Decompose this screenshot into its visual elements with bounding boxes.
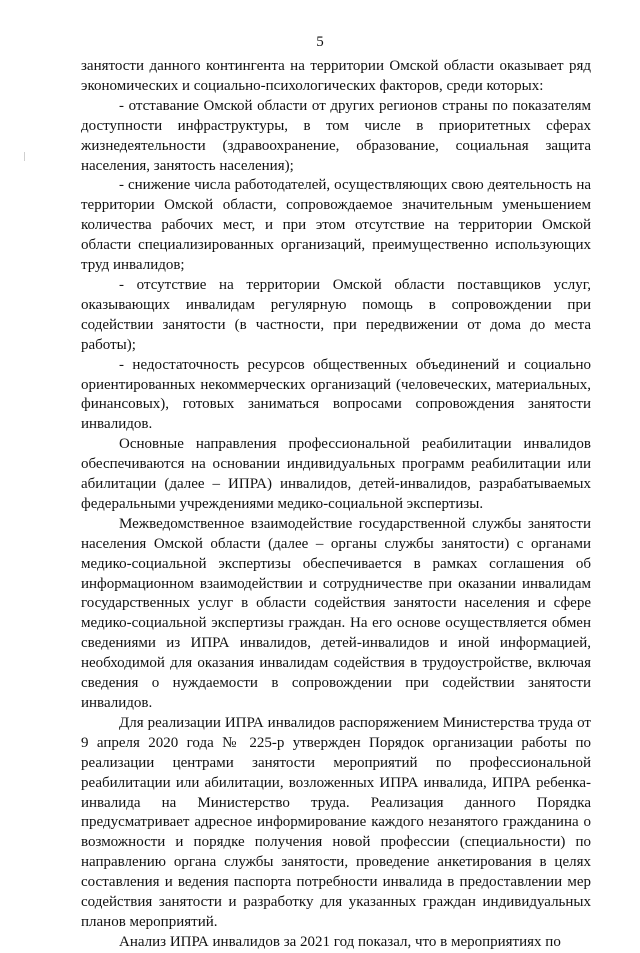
paragraph-list-item: - недостаточность ресурсов общественных объединений и социально ориентированных некоммерческих организаций (человеческих, материальных, финансовых), готовых заниматься вопросами сопровождения занятости инвалидов. xyxy=(81,356,591,433)
page-number: 5 xyxy=(316,34,324,50)
paragraph: Межведомственное взаимодействие государственной службы занятости населения Омской области (далее – органы службы занятости) с органами медико-социальной экспертизы обеспечивается в рамках соглашения об информационном взаимодействии и сотрудничестве при оказании инвалидам государственных услуг в области содействия занятости населения и сфере медико-социальной экспертизы граждан. На его основе осуществляется обмен сведениями из ИПРА инвалидов, детей-инвалидов и иной информацией, необходимой для оказания инвалидам содействия в трудоустройстве, включая сведения о нуждаемости в сопровождении при содействии занятости инвалидов. xyxy=(81,515,591,711)
margin-mark xyxy=(24,152,25,161)
document-body xyxy=(81,57,591,953)
paragraph: Анализ ИПРА инвалидов за 2021 год показал, что в мероприятиях по xyxy=(119,933,561,950)
paragraph: Для реализации ИПРА инвалидов распоряжением Министерства труда от 9 апреля 2020 года № 225-р утвержден Порядок организации работы по реализации центрами занятости мероприятий по профессиональной реабилитации или абилитации, возложенных ИПРА инвалида, ИПРА ребенка-инвалида на Министерство труда. Реализация данного Порядка предусматривает адресное информирование каждого незанятого гражданина о возможности и порядке получения новой профессии (специальности) по направлению органа службы занятости, проведение анкетирования в целях составления и ведения паспорта потребности инвалида в предоставлении мер содействия занятости и разработку для указанных граждан индивидуальных планов мероприятий. xyxy=(81,714,591,930)
paragraph-list-item: - отсутствие на территории Омской области поставщиков услуг, оказывающих инвалидам регулярную помощь в сопровождении при содействии занятости (в частности, при передвижении от дома до места работы); xyxy=(81,276,591,353)
paragraph-list-item: - снижение числа работодателей, осуществляющих свою деятельность на территории Омской области, сопровождаемое значительным уменьшением количества рабочих мест, и при этом отсутствие на территории Омской области специализированных организаций, преимущественно использующих труд инвалидов; xyxy=(81,177,591,274)
paragraph-continuation: занятости данного контингента на территории Омской области оказывает ряд экономических и социально-психологических факторов, среди которых: xyxy=(81,58,591,94)
paragraph-list-item: - отставание Омской области от других регионов страны по показателям доступности инфраструктуры, в том числе в приоритетных сферах жизнедеятельности (здравоохранение, образование, социальная защита населения, занятость населения); xyxy=(81,97,591,174)
paragraph: Основные направления профессиональной реабилитации инвалидов обеспечиваются на основании индивидуальных программ реабилитации или абилитации (далее – ИПРА) инвалидов, детей-инвалидов, разрабатываемых федеральными учреждениями медико-социальной экспертизы. xyxy=(81,436,591,512)
